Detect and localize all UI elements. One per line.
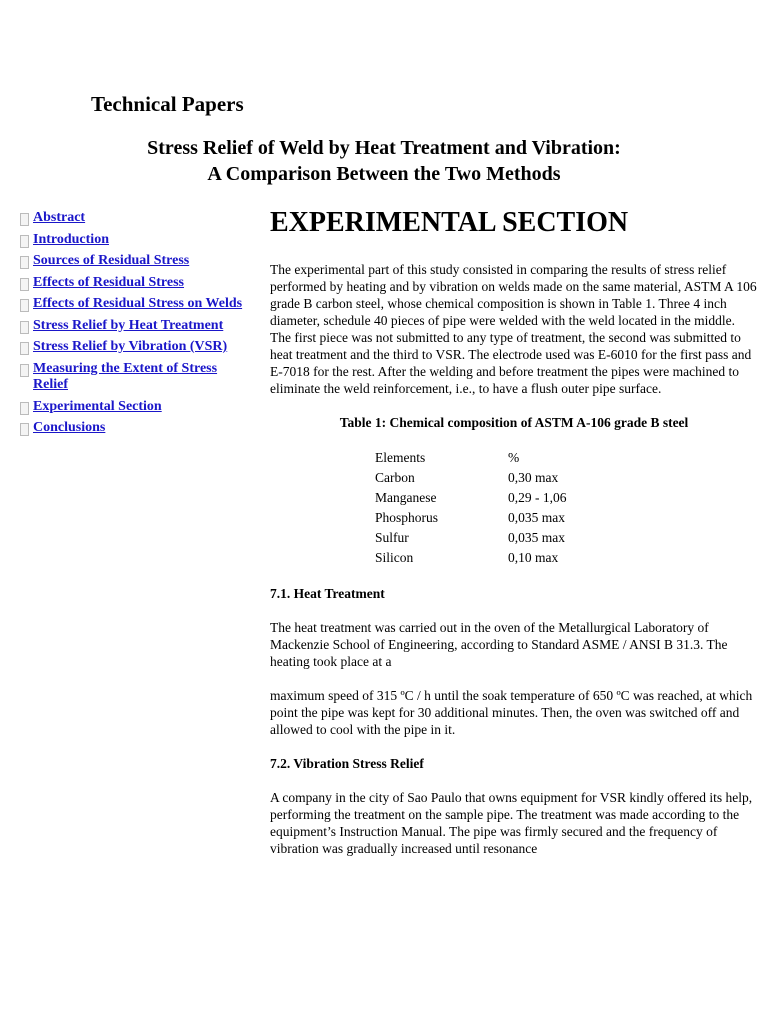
sidebar-item-introduction bbox=[20, 232, 250, 249]
sidebar-link-effects[interactable]: Effects of Residual Stress bbox=[33, 274, 185, 290]
article-title bbox=[0, 135, 768, 187]
sidebar-item-vsr bbox=[20, 339, 250, 356]
table-row bbox=[375, 508, 567, 528]
table-row bbox=[375, 468, 567, 488]
table-caption: Table 1: Chemical composition of ASTM A-106 grade B steel bbox=[339, 415, 689, 430]
table-header-cell: % bbox=[508, 450, 520, 465]
sidebar-link-heat-treatment[interactable]: Stress Relief by Heat Treatment bbox=[33, 317, 224, 333]
intro-paragraph: The experimental part of this study consisted in comparing the results of stress relief performed by heating and by vibration on welds made on the same material, ASTM A 106 grade B carbon steel, whose chemical composition is shown in Table 1. Three 4 inch diameter, schedule 40 pieces of pipe were welded with the weld located in the middle. The first piece was not submitted to any type of treatment, the second was submitted to heat treatment and the third to VSR. The electrode used was E-6010 for the first pass and E-7018 for the rest. After the welding and before treatment the pipes were machined to eliminate the weld reinforcement, i.e., to have a flush outer pipe surface. bbox=[270, 262, 757, 396]
table-cell-value: 0,10 max bbox=[508, 550, 559, 565]
sidebar-item-experimental bbox=[20, 399, 250, 416]
bullet-icon bbox=[20, 299, 29, 312]
article-title-line2: A Comparison Between the Two Methods bbox=[207, 163, 561, 185]
table-row bbox=[375, 488, 567, 508]
table-cell-value: 0,035 max bbox=[508, 530, 565, 545]
sidebar-item-measuring bbox=[20, 361, 250, 394]
sidebar-item-sources bbox=[20, 253, 250, 270]
bullet-icon bbox=[20, 278, 29, 291]
heat-treatment-paragraph-1: The heat treatment was carried out in the oven of the Metallurgical Laboratory of Mackenzie School of Engineering, according to Standard ASME / ANSI B 31.3. The heating took place at a bbox=[270, 620, 728, 669]
composition-table bbox=[375, 448, 567, 568]
vibration-paragraph-1: A company in the city of Sao Paulo that owns equipment for VSR kindly offered its help, performing the treatment on the sample pipe. The treatment was made according to the equipment’s Instruction Manual. The pipe was firmly secured and the frequency of vibration was gradually increased until resonance bbox=[270, 790, 753, 856]
heat-treatment-paragraph-2: maximum speed of 315 ºC / h until the soak temperature of 650 ºC was reached, at which point the pipe was kept for 30 additional minutes. Then, the oven was switched off and allowed to cool with the pipe in it. bbox=[270, 688, 753, 737]
sidebar-item-effects-welds bbox=[20, 296, 250, 313]
bullet-icon bbox=[20, 402, 29, 415]
bullet-icon bbox=[20, 321, 29, 334]
section-heading: EXPERIMENTAL SECTION bbox=[270, 207, 629, 238]
bullet-icon bbox=[20, 235, 29, 248]
table-row bbox=[375, 528, 567, 548]
sidebar-link-introduction[interactable]: Introduction bbox=[33, 231, 109, 247]
vibration-heading: 7.2. Vibration Stress Relief bbox=[270, 756, 424, 771]
table-cell-value: 0,035 max bbox=[508, 510, 565, 525]
bullet-icon bbox=[20, 342, 29, 355]
sidebar-link-measuring[interactable]: Measuring the Extent of Stress Relief bbox=[33, 360, 218, 392]
bullet-icon bbox=[20, 256, 29, 269]
heat-treatment-heading: 7.1. Heat Treatment bbox=[270, 586, 385, 601]
article-title-line1: Stress Relief of Weld by Heat Treatment and Vibration: bbox=[147, 137, 621, 159]
table-cell-element: Manganese bbox=[375, 490, 437, 505]
table-cell-element: Phosphorus bbox=[375, 510, 439, 525]
bullet-icon bbox=[20, 213, 29, 226]
table-header-row bbox=[375, 448, 567, 468]
sidebar-link-conclusions[interactable]: Conclusions bbox=[33, 420, 106, 435]
sidebar-link-abstract[interactable]: Abstract bbox=[33, 210, 86, 225]
sidebar-item-abstract bbox=[20, 210, 250, 227]
table-cell-element: Sulfur bbox=[375, 530, 409, 545]
sidebar-link-sources[interactable]: Sources of Residual Stress bbox=[33, 253, 190, 268]
sidebar-link-effects-welds[interactable]: Effects of Residual Stress on Welds bbox=[33, 296, 243, 311]
sidebar-item-heat-treatment bbox=[20, 318, 250, 335]
table-cell-element: Carbon bbox=[375, 470, 415, 485]
table-cell-value: 0,29 - 1,06 bbox=[508, 490, 567, 505]
site-title: Technical Papers bbox=[91, 92, 244, 116]
sidebar-link-vsr[interactable]: Stress Relief by Vibration (VSR) bbox=[33, 339, 228, 354]
table-cell-value: 0,30 max bbox=[508, 470, 559, 485]
table-cell-element: Silicon bbox=[375, 550, 414, 565]
table-row bbox=[375, 548, 567, 568]
bullet-icon bbox=[20, 423, 29, 436]
bullet-icon bbox=[20, 364, 29, 377]
main-content bbox=[270, 205, 758, 874]
sidebar-item-effects bbox=[20, 275, 250, 292]
table-header-cell: Elements bbox=[375, 450, 426, 465]
sidebar-link-experimental[interactable]: Experimental Section bbox=[33, 398, 162, 414]
sidebar-nav bbox=[20, 210, 250, 442]
sidebar-item-conclusions bbox=[20, 420, 250, 437]
